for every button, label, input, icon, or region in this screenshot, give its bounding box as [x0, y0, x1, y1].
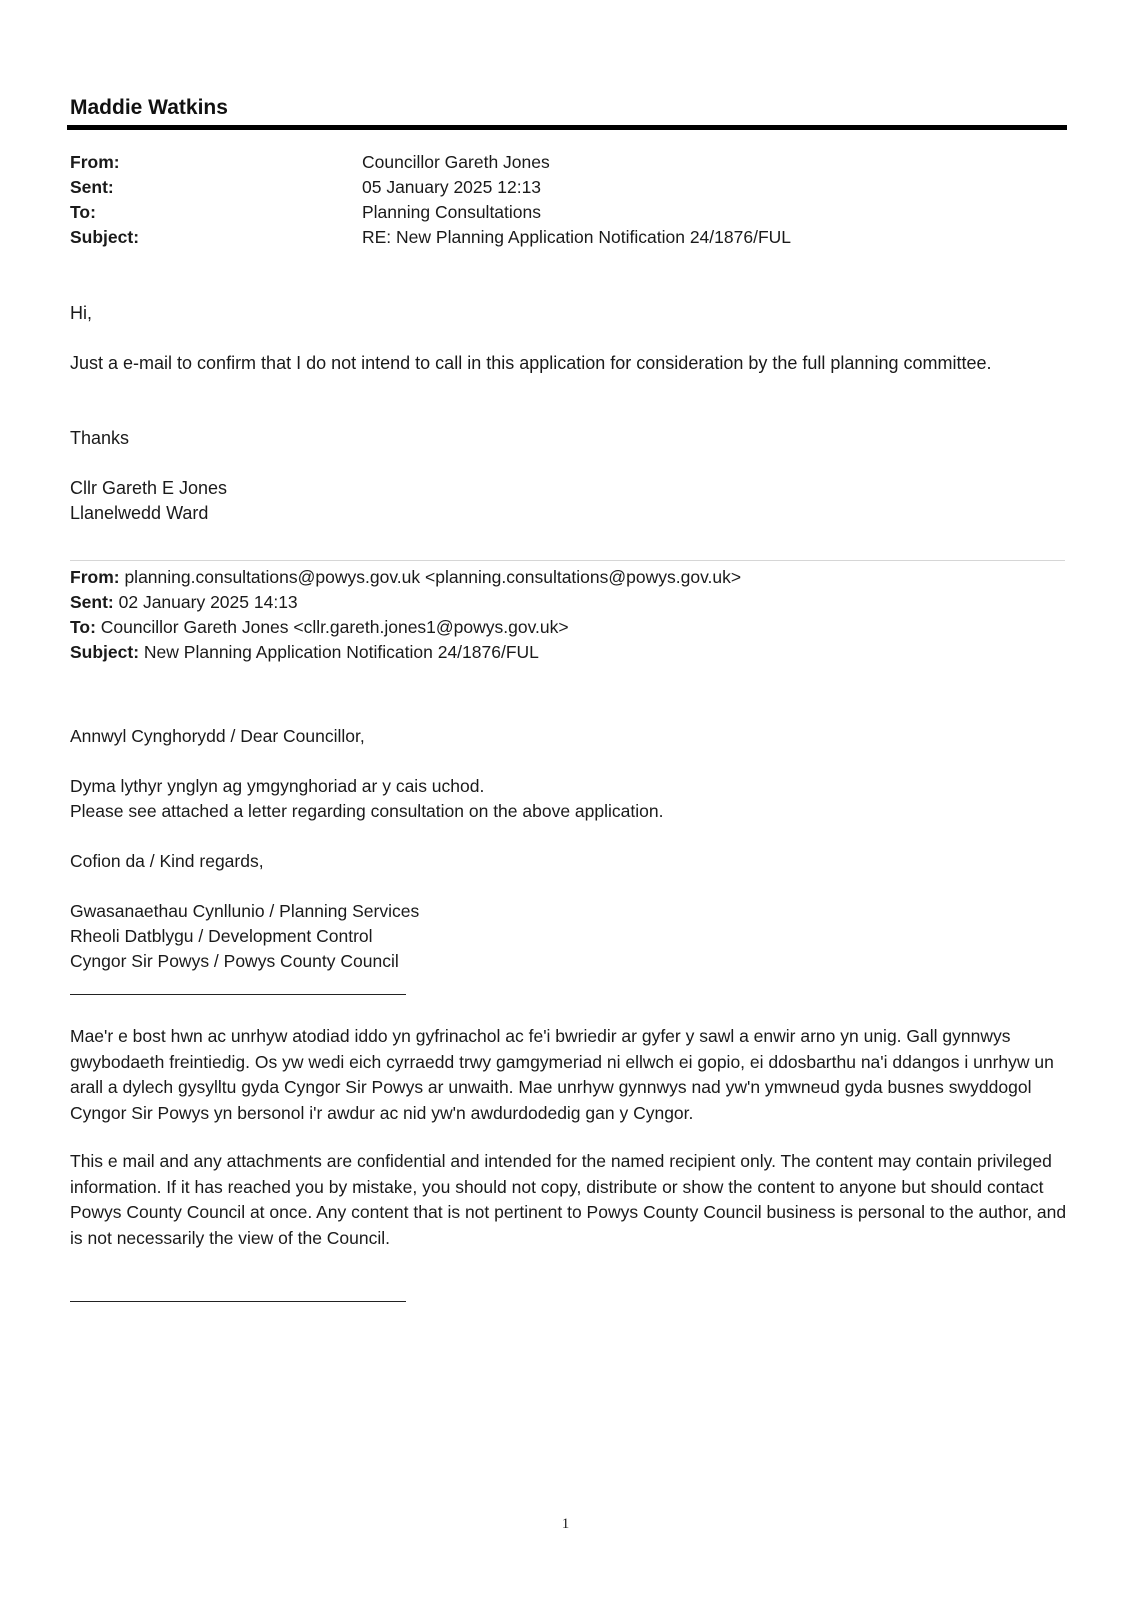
disclaimer-welsh: Mae'r e bost hwn ac unrhyw atodiad iddo yn gyfrinachol ac fe'i bwriedir ar gyfer y sawl a enwir arno yn unig. Gall gynnwys gwybodaeth freintiedig. Os yw wedi eich cyrraedd trwy gamgymeriad ni ellwch ei gopio, ei ddosbarthu na'i ddangos i unrhyw un arall a dylech gysylltu gyda Cyngor Sir Powys ar unwaith. Mae unrhyw gynnwys nad yw'n ymwneud gyda busnes swyddogol Cyngor Sir Powys yn bersonol i'r awdur ac nid yw'n awdurdodedig gan y Cyngor. [70, 1026, 1054, 1123]
signature-ward: Llanelwedd Ward [70, 503, 209, 523]
quoted-welsh-line: Dyma lythyr ynglyn ag ymgynghoriad ar y cais uchod. [70, 776, 485, 796]
service-line-1: Gwasanaethau Cynllunio / Planning Services [70, 901, 420, 921]
quoted-from-line [70, 567, 741, 588]
reply-sent-label: Sent: [70, 177, 114, 197]
quoted-from-value: planning.consultations@powys.gov.uk <planning.consultations@powys.gov.uk> [124, 567, 742, 587]
quoted-sent-value: 02 January 2025 14:13 [118, 592, 298, 612]
service-line-3: Cyngor Sir Powys / Powys County Council [70, 951, 399, 971]
quoted-to-label: To: [70, 617, 96, 637]
reply-to-value: Planning Consultations [362, 202, 542, 222]
quoted-sent-label: Sent: [70, 592, 114, 612]
quoted-subject-label: Subject: [70, 642, 140, 662]
quoted-to-line [70, 617, 569, 638]
page-number: 1 [561, 1516, 570, 1532]
quoted-english-line: Please see attached a letter regarding consultation on the above application. [70, 801, 664, 821]
reply-to-label: To: [70, 202, 96, 222]
service-line-2: Rheoli Datblygu / Development Control [70, 926, 373, 946]
page-owner-name: Maddie Watkins [70, 96, 228, 119]
signature-underline [70, 994, 406, 995]
reply-sent-value: 05 January 2025 12:13 [362, 177, 542, 197]
quoted-sign-off: Cofion da / Kind regards, [70, 851, 264, 871]
reply-subject-value: RE: New Planning Application Notification 24/1876/FUL [362, 227, 791, 247]
disclaimer-english: This e mail and any attachments are confidential and intended for the named recipient only. The content may contain privileged information. If it has reached you by mistake, you should not copy, distribute or show the content to anyone but should contact Powys County Council at once. Any content that is not pertinent to Powys County Council business is personal to the author, and is not necessarily the view of the Council. [70, 1151, 1067, 1248]
owner-divider [67, 125, 1067, 130]
reply-from-value: Councillor Gareth Jones [362, 152, 550, 172]
reply-from-label: From: [70, 152, 120, 172]
reply-subject-label: Subject: [70, 227, 140, 247]
closing-underline [70, 1301, 406, 1302]
signature-name: Cllr Gareth E Jones [70, 478, 228, 498]
reply-message: Just a e-mail to confirm that I do not intend to call in this application for consideration by the full planning committee. [70, 353, 992, 373]
reply-thanks: Thanks [70, 428, 130, 448]
quoted-sent-line [70, 592, 298, 613]
quoted-separator [70, 560, 1065, 561]
quoted-subject-line [70, 642, 539, 663]
quoted-subject-value: New Planning Application Notification 24/1876/FUL [143, 642, 539, 662]
quoted-from-label: From: [70, 567, 120, 587]
quoted-salutation: Annwyl Cynghorydd / Dear Councillor, [70, 726, 365, 746]
quoted-to-value: Councillor Gareth Jones <cllr.gareth.jones1@powys.gov.uk> [100, 617, 569, 637]
reply-greeting: Hi, [70, 303, 92, 323]
